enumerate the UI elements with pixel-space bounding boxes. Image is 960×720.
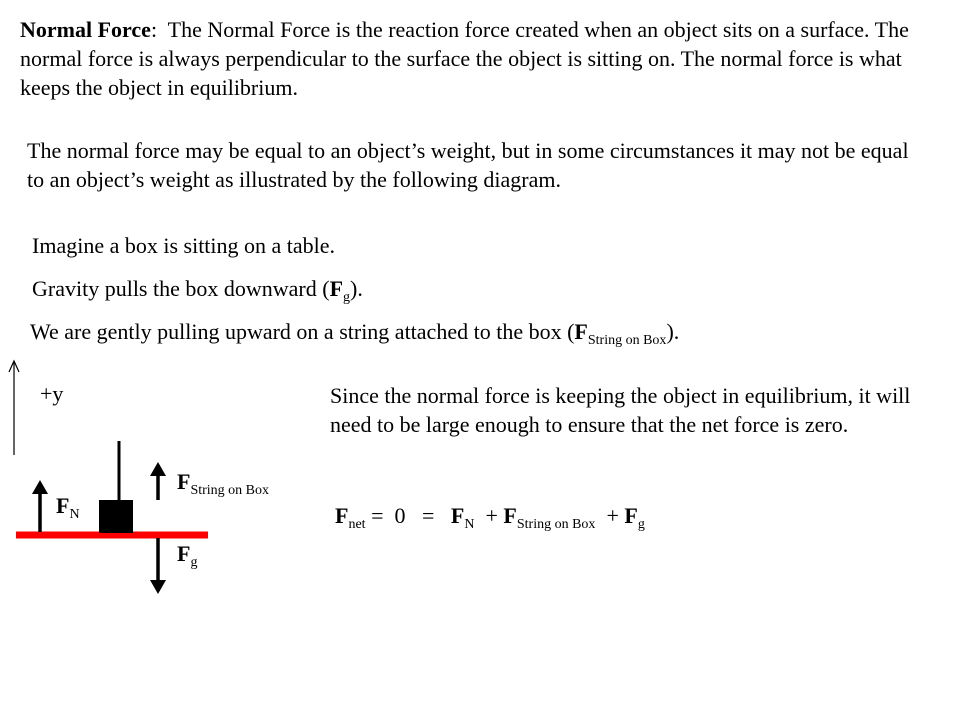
normal-force-arrowhead <box>32 480 48 494</box>
gravity-force-arrowhead <box>150 580 166 594</box>
normal-force-symbol: F <box>56 493 70 518</box>
string-force-arrowhead <box>150 462 166 476</box>
gravity-line <box>32 273 363 304</box>
normal-force-subscript: N <box>69 507 80 522</box>
equals-sign-1: = <box>371 503 384 528</box>
intro-text: The Normal Force is the reaction force created when an object sits on a surface. The normal force is always perpendicular to the surface the object is sitting on. The normal force is what keeps the object in equilibrium. <box>20 17 909 100</box>
intro-term: Normal Force <box>20 17 151 42</box>
fstring-term-symbol: F <box>503 503 517 528</box>
plus-sign-1: + <box>485 503 498 528</box>
fnet-subscript: net <box>348 517 366 532</box>
string-line-suffix: ). <box>666 319 680 344</box>
equals-sign-2: = <box>421 503 435 528</box>
gravity-subscript: g <box>343 290 351 305</box>
intro-colon: : <box>150 17 158 42</box>
y-axis-label: +y <box>40 381 64 406</box>
net-force-equation <box>335 500 645 531</box>
gravity-line-prefix: Gravity pulls the box downward ( <box>32 276 330 301</box>
gravity-line-suffix: ). <box>350 276 363 301</box>
box <box>99 500 133 533</box>
gravity-force-subscript: g <box>190 555 198 570</box>
fn-term-symbol: F <box>450 503 465 528</box>
fstring-term-subscript: String on Box <box>516 517 596 532</box>
fn-term-subscript: N <box>464 517 475 532</box>
normal-force-label <box>56 490 80 521</box>
string-force-label <box>177 466 269 497</box>
y-axis-arrowhead <box>9 361 19 372</box>
string-line <box>30 316 679 347</box>
string-subscript: String on Box <box>587 333 667 348</box>
string-force-subscript: String on Box <box>190 483 270 498</box>
second-paragraph: The normal force may be equal to an object’s weight, but in some circumstances it may not be equal to an object’s weight as illustrated by the following diagram. <box>27 138 909 192</box>
zero-value: 0 <box>394 503 406 528</box>
explanation-paragraph: Since the normal force is keeping the object in equilibrium, it will need to be large enough to ensure that the net force is zero. <box>330 383 911 437</box>
plus-sign-2: + <box>606 503 619 528</box>
fg-term-symbol: F <box>624 503 638 528</box>
gravity-symbol: F <box>329 276 344 301</box>
gravity-force-label <box>177 538 197 569</box>
fnet-symbol: F <box>335 503 349 528</box>
intro-paragraph <box>20 15 945 102</box>
gravity-force-symbol: F <box>177 541 191 566</box>
fg-term-subscript: g <box>637 517 645 532</box>
box-on-table-line: Imagine a box is sitting on a table. <box>32 233 336 258</box>
string-force-symbol: F <box>177 469 191 494</box>
string-symbol: F <box>574 319 588 344</box>
string-line-prefix: We are gently pulling upward on a string attached to the box ( <box>30 319 575 344</box>
